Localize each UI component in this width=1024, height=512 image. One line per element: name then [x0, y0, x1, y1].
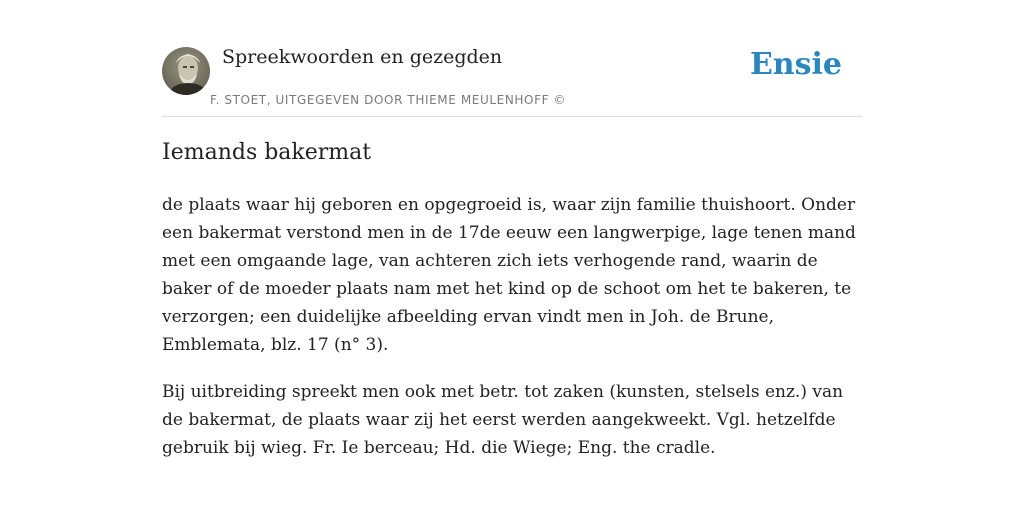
entry-card [162, 0, 862, 512]
entry-title: Iemands bakermat [162, 140, 372, 165]
entry-paragraph: de plaats waar hij geboren en opgegroeid is, waar zijn familie thuishoort. Onder een bakermat verstond men in de 17de eeuw een langwerpige, lage tenen mand met een omgaande lage, van achteren zich iets verhogende rand, waarin de baker of de moeder plaats nam met het kind op de schoot om het te bakeren, te verzorgen; een duidelijke afbeelding ervan vindt men in Joh. de Brune, Emblemata, blz. 17 (n° 3). [162, 195, 856, 355]
brand-logo[interactable]: Ensie [749, 47, 842, 82]
entry-paragraph: Bij uitbreiding spreekt men ook met betr. tot zaken (kunsten, stelsels enz.) van de bakermat, de plaats waar zij het eerst werden aangekweekt. Vgl. hetzelfde gebruik bij wieg. Fr. Ie berceau; Hd. die Wiege; Eng. the cradle. [162, 382, 844, 458]
header [162, 0, 862, 117]
source-credit: F. STOET, UITGEGEVEN DOOR THIEME MEULENHOFF © [210, 93, 567, 107]
author-portrait-icon[interactable] [162, 47, 210, 95]
dictionary-title[interactable]: Spreekwoorden en gezegden [222, 46, 503, 68]
entry-body [162, 191, 862, 481]
